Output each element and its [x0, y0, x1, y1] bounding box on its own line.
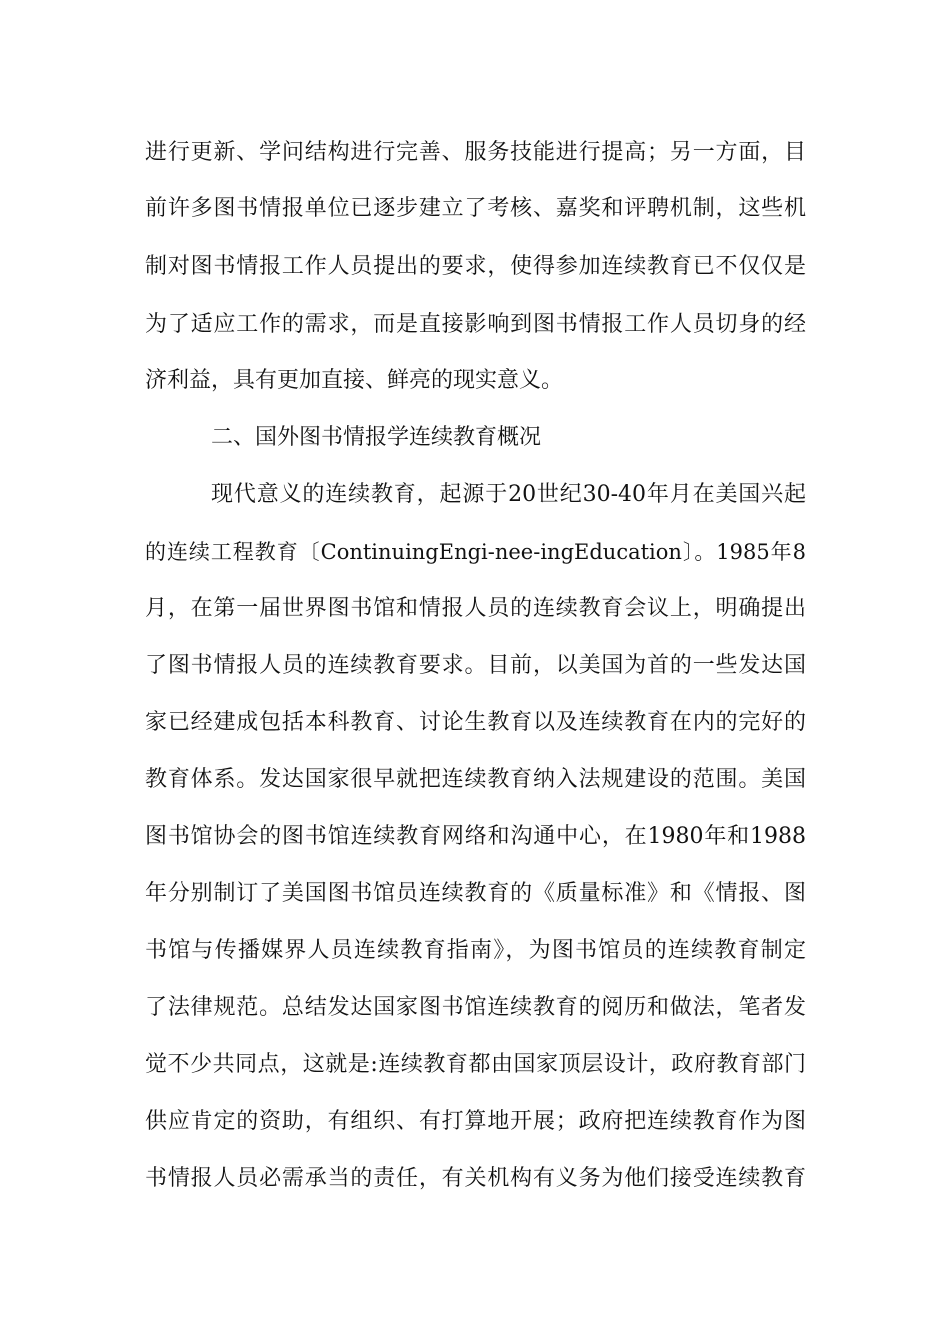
paragraph-2-line-12: 供应肯定的资助，有组织、有打算地开展；政府把连续教育作为图	[145, 1109, 806, 1134]
paragraph-1-line-3: 制对图书情报工作人员提出的要求，使得参加连续教育已不仅仅是	[145, 254, 806, 279]
paragraph-2-line-7: 图书馆协会的图书馆连续教育网络和沟通中心，在1980年和1988	[145, 824, 806, 849]
paragraph-1-line-5: 济利益，具有更加直接、鲜亮的现实意义。	[145, 368, 564, 393]
paragraph-2-line-4: 了图书情报人员的连续教育要求。目前，以美国为首的一些发达国	[145, 653, 806, 678]
paragraph-1-line-4: 为了适应工作的需求，而是直接影响到图书情报工作人员切身的经	[145, 312, 806, 337]
section-heading: 二、国外图书情报学连续教育概况	[211, 425, 542, 450]
paragraph-2-line-5: 家已经建成包括本科教育、讨论生教育以及连续教育在内的完好的	[145, 710, 806, 735]
paragraph-2-line-13: 书情报人员必需承当的责任，有关机构有义务为他们接受连续教育	[145, 1166, 806, 1191]
paragraph-1-line-2: 前许多图书情报单位已逐步建立了考核、嘉奖和评聘机制，这些机	[145, 196, 806, 221]
paragraph-2-line-10: 了法律规范。总结发达国家图书馆连续教育的阅历和做法，笔者发	[145, 995, 806, 1020]
paragraph-2-line-11: 觉不少共同点，这就是:连续教育都由国家顶层设计，政府教育部门	[145, 1052, 806, 1077]
paragraph-2-line-9: 书馆与传播媒界人员连续教育指南》，为图书馆员的连续教育制定	[145, 938, 806, 963]
paragraph-2-line-2: 的连续工程教育〔ContinuingEngi-nee-ingEducation〕。1985年8	[145, 540, 806, 564]
paragraph-2-line-1: 现代意义的连续教育，起源于20世纪30-40年月在美国兴起	[211, 482, 806, 507]
paragraph-1-line-1: 进行更新、学问结构进行完善、服务技能进行提高；另一方面，目	[145, 140, 806, 165]
paragraph-2-line-3: 月，在第一届世界图书馆和情报人员的连续教育会议上，明确提出	[145, 596, 806, 621]
paragraph-2-line-6: 教育体系。发达国家很早就把连续教育纳入法规建设的范围。美国	[145, 767, 806, 792]
paragraph-2-line-8: 年分别制订了美国图书馆员连续教育的《质量标准》和《情报、图	[145, 881, 806, 906]
